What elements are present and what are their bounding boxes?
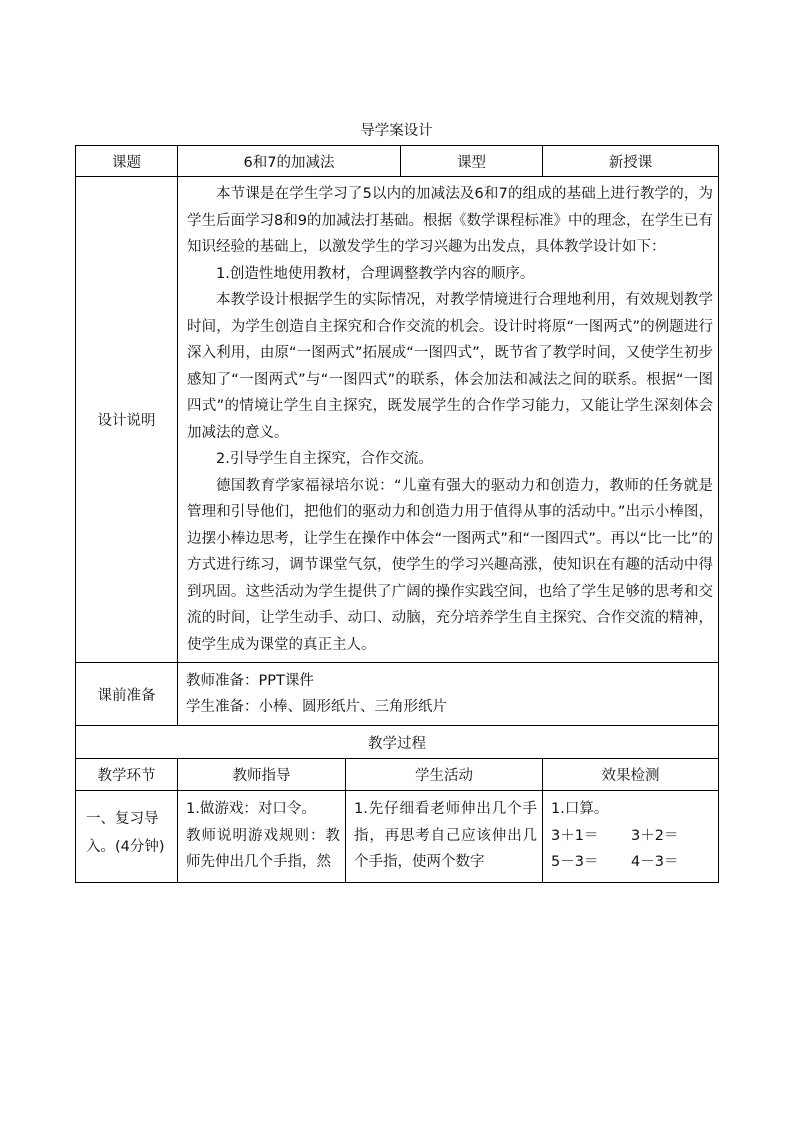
process-header-row (76, 759, 719, 791)
col-header-teacher: 教师指导 (178, 759, 346, 791)
header-row (76, 146, 719, 177)
design-paragraph: 2.引导学生自主探究，合作交流。 (216, 451, 433, 467)
lesson-plan-table (75, 145, 719, 883)
teacher-line: 教师说明游戏规则：教师先伸出几个手指，然 (186, 827, 340, 870)
design-paragraph: 本教学设计根据学生的实际情况，对教学情境进行合理地利用，有效规划教学时间，为学生创造自主探究和合作交流的机会。设计时将原“一图两式”的例题进行深入利用，由原“一图两式”拓展成“一图四式”，既节省了教学时间，又使学生初步感知了“一图两式”与“一图四式”的联系，体会加法和减法之间的联系。根据“一图四式”的情境让学生自主探究，既发展学生的合作学习能力，又能让学生深刻体会加减法的意义。 (187, 292, 714, 441)
student-cell (346, 791, 543, 883)
design-label: 设计说明 (76, 177, 178, 663)
design-paragraph: 德国教育学家福禄培尔说：“儿童有强大的驱动力和创造力，教师的任务就是管理和引导他们，把他们的驱动力和创造力用于值得从事的活动中。”出示小棒图，边摆小棒边思考，让学生在操作中体会“一图两式”和“一图四式”。再以“比一比”的方式进行练习，调节课堂气氛，使学生的学习兴趣高涨，使知识在有趣的活动中得到巩固。这些活动为学生提供了广阔的操作实践空间，也给了学生足够的思考和交流的时间，让学生动手、动口、动脑，充分培养学生自主探究、合作交流的精神，使学生成为课堂的真正主人。 (187, 477, 714, 653)
student-line: 1.先仔细看老师伸出几个手指，再思考自己应该伸出几个手指，使两个数字 (354, 801, 538, 870)
topic-value: 6和7的加减法 (178, 146, 401, 177)
topic-label: 课题 (76, 146, 178, 177)
check-cell (543, 791, 719, 883)
type-label: 课型 (401, 146, 543, 177)
design-paragraph: 本节课是在学生学习了5以内的加减法及6和7的组成的基础上进行教学的，为学生后面学习8和9的加减法打基础。根据《数学课程标准》中的理念，在学生已有知识经验的基础上，以激发学生的学习兴趣为出发点，具体教学设计如下： (187, 186, 714, 255)
col-header-check: 效果检测 (543, 759, 719, 791)
prep-row (76, 663, 719, 726)
math-item: 3＋2＝ (631, 827, 679, 844)
teacher-cell (178, 791, 346, 883)
math-line (551, 823, 713, 850)
design-row (76, 177, 719, 663)
math-item: 3＋1＝ (551, 827, 599, 844)
document-title: 导学案设计 (360, 123, 433, 139)
prep-teacher: 教师准备：PPT课件 (186, 673, 314, 689)
design-paragraph: 1.创造性地使用教材，合理调整教学内容的顺序。 (216, 265, 535, 282)
type-value: 新授课 (543, 146, 719, 177)
stage-cell: 一、复习导入。(4分钟) (76, 791, 178, 883)
process-row (76, 791, 719, 883)
math-item: 5－3＝ (551, 854, 599, 870)
teacher-line: 1.做游戏：对口令。 (186, 801, 316, 817)
math-line (551, 849, 713, 876)
col-header-student: 学生活动 (346, 759, 543, 791)
prep-label: 课前准备 (76, 663, 178, 726)
process-title: 教学过程 (76, 726, 719, 759)
check-title: 1.口算。 (551, 801, 609, 817)
design-text (178, 177, 719, 663)
col-header-stage: 教学环节 (76, 759, 178, 791)
prep-content (178, 663, 719, 726)
prep-student: 学生准备：小棒、圆形纸片、三角形纸片 (186, 699, 447, 715)
math-item: 4－3＝ (631, 854, 679, 870)
process-title-row (76, 726, 719, 759)
